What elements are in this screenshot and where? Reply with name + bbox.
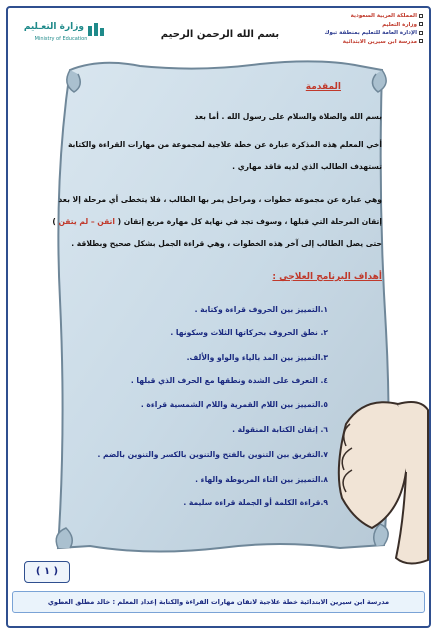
intro-line: تستهدف الطالب الذي لديه فاقد مهاري . — [232, 162, 382, 171]
school-info-line: الإدارة العامة للتعليم بمنطقة تبوك — [285, 29, 423, 38]
intro-line: أخي المعلم هذه المذكرة عبارة عن خطة علاجية لمجموعة من مهارات القراءة والكتابة — [67, 140, 382, 149]
school-info-line: مدرسة ابن سيرين الابتدائية — [285, 38, 423, 47]
mastery-box-text: اتقن – لم يتقن — [55, 217, 118, 226]
intro-line: حتى يصل الطالب إلى آخر هذه الخطوات ، وهي قراءة الجمل بشكل صحيح وبطلاقة . — [71, 239, 382, 248]
ministry-logo-subtext: Ministry of Education — [34, 36, 88, 42]
school-info-line: المملكة العربية السعودية — [285, 12, 423, 21]
intro-line: وهي عبارة عن مجموعة خطوات ، ومراحل يمر بها الطالب ، فلا يتخطى أي مرحلة إلا بعد — [58, 195, 382, 204]
goal-item: ٣.التمييز بين المد بالياء والواو والألف. — [186, 353, 328, 362]
goal-item: ٨.التمييز بين التاء المربوطة والهاء . — [195, 475, 328, 484]
school-info-line: وزارة التعليم — [285, 21, 423, 30]
ministry-logo-text: وزارة التعـليم — [23, 22, 84, 32]
intro-line-mastery: إتقان المرحلة التي قبلها ، وسوف تجد في نهاية كل مهارة مربع إتقان ( اتقن – لم يتقن ) — [52, 217, 382, 226]
goal-item: ١.التمييز بين الحروف قراءة وكتابة . — [194, 305, 328, 314]
goal-item: ٥.التمييز بين اللام القمرية واللام الشمسية قراءة . — [140, 400, 328, 409]
checkbox-square-icon — [419, 22, 423, 26]
goal-item: ٢. نطق الحروف بحركاتها الثلاث وسكونها . — [170, 328, 328, 337]
checkbox-square-icon — [419, 31, 423, 35]
school-info — [285, 12, 423, 46]
checkbox-square-icon — [419, 14, 423, 18]
checkbox-square-icon — [419, 39, 423, 43]
page-footer: مدرسة ابن سيرين الابتدائية خطة علاجية لاتقان مهارات القراءة والكتابة إعداد المعلم : خالد مطلق العطوي — [12, 591, 425, 613]
intro-title: المقدمة — [305, 82, 341, 92]
goals-title: أهداف البرنامج العلاجي : — [272, 272, 382, 282]
intro-greeting: بسم الله والصلاة والسلام على رسول الله . أما بعد — [194, 112, 382, 121]
ministry-logo — [16, 20, 108, 50]
page-header — [10, 10, 427, 56]
basmala-heading: بسم الله الرحمن الرحيم — [160, 29, 280, 40]
goal-item: ٧.التفريق بين التنوين بالفتح والتنوين بالكسر والتنوين بالضم . — [97, 450, 328, 459]
goal-item: ٩.قراءة الكلمة أو الجملة قراءة سليمة . — [183, 498, 328, 507]
goal-item: ٤. التعرف على الشدة ونطقها مع الحرف الذي قبلها . — [130, 376, 328, 385]
page-number: ( ١ ) — [24, 561, 70, 583]
goal-item: ٦. إتقان الكتابة المنقولة . — [232, 425, 328, 434]
